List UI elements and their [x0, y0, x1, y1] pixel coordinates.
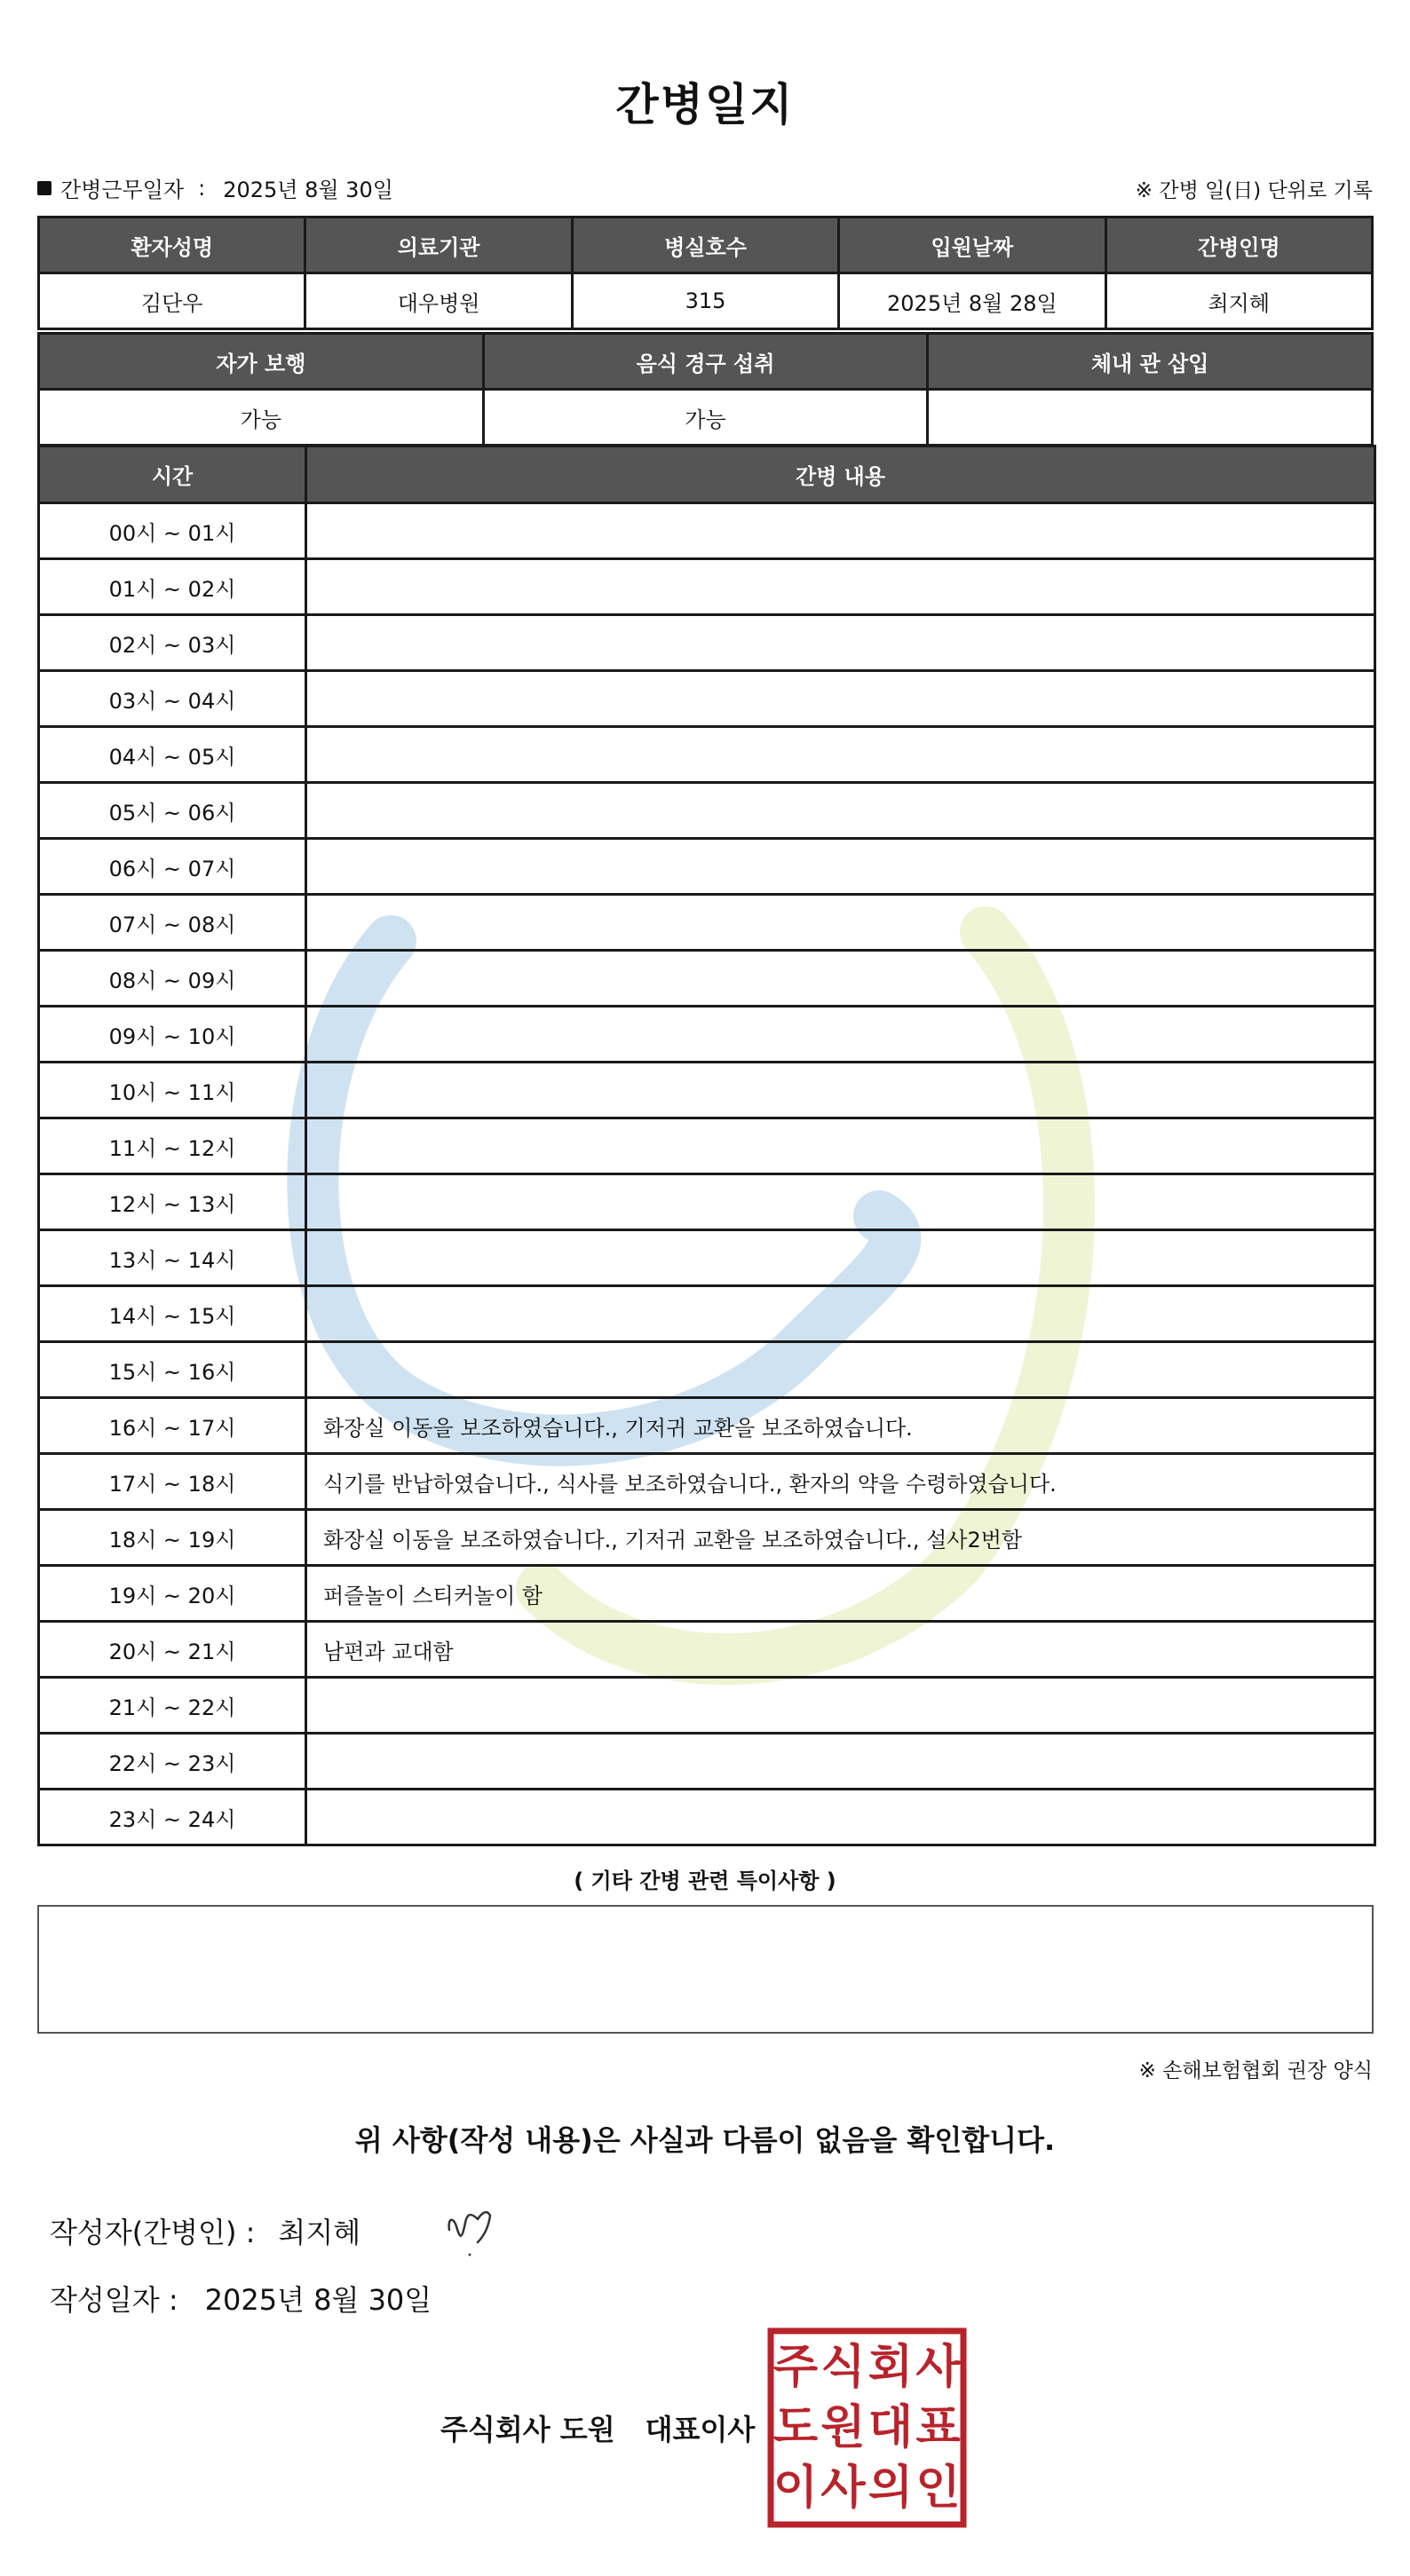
care-log-row — [39, 1398, 1375, 1454]
care-log-row — [39, 839, 1375, 895]
log-time-cell: 06시 ~ 07시 — [39, 839, 306, 895]
log-content-cell — [306, 671, 1375, 727]
company-seal — [767, 2327, 967, 2528]
care-log-row — [39, 1622, 1375, 1678]
log-time-cell: 14시 ~ 15시 — [39, 1286, 306, 1342]
handwritten-signature — [442, 2200, 499, 2260]
status-value-row — [39, 390, 1373, 446]
care-log-row — [39, 1174, 1375, 1230]
patient-info-header-row — [39, 217, 1373, 273]
care-log-row — [39, 1734, 1375, 1790]
confirm-statement: 위 사항(작성 내용)은 사실과 다름이 없음을 확인합니다. — [354, 2123, 1056, 2157]
log-content-cell — [306, 895, 1375, 951]
care-log-row — [39, 1342, 1375, 1398]
log-time-cell: 07시 ~ 08시 — [39, 895, 306, 951]
log-content-cell — [306, 839, 1375, 895]
log-content-cell: 식기를 반납하였습니다., 식사를 보조하였습니다., 환자의 약을 수령하였습니다. — [306, 1454, 1375, 1510]
log-content-cell — [306, 615, 1375, 671]
unit-note: ※ 간병 일(日) 단위로 기록 — [1135, 179, 1373, 202]
log-time-cell: 09시 ~ 10시 — [39, 1007, 306, 1063]
seal-character: 도 — [772, 2401, 819, 2454]
log-time-cell: 17시 ~ 18시 — [39, 1454, 306, 1510]
status-header-row — [39, 334, 1373, 390]
seal-character: 이 — [772, 2461, 819, 2515]
work-date-value: 2025년 8월 30일 — [223, 178, 393, 202]
log-time-cell: 08시 ~ 09시 — [39, 951, 306, 1007]
patient-info-value-row — [39, 273, 1373, 329]
log-time-cell: 22시 ~ 23시 — [39, 1734, 306, 1790]
seal-character: 사 — [820, 2461, 866, 2515]
log-content-cell — [306, 951, 1375, 1007]
log-time-cell: 03시 ~ 04시 — [39, 671, 306, 727]
log-time-cell: 02시 ~ 03시 — [39, 615, 306, 671]
recommend-note: ※ 손해보험협회 권장 양식 — [1138, 2059, 1373, 2082]
seal-character: 원 — [820, 2401, 866, 2454]
caregiver-name: 최지혜 — [1105, 273, 1372, 329]
care-log-row — [39, 1566, 1375, 1622]
care-log-row — [39, 895, 1375, 951]
log-content-cell: 퍼즐놀이 스티커놀이 함 — [306, 1566, 1375, 1622]
log-time-cell: 11시 ~ 12시 — [39, 1118, 306, 1174]
header-patient-name: 환자성명 — [39, 217, 305, 273]
care-log-body — [39, 503, 1375, 1845]
company-signature-line — [440, 2407, 755, 2448]
header-care-content: 간병 내용 — [306, 446, 1375, 503]
log-content-cell — [306, 1678, 1375, 1734]
written-date-line — [50, 2278, 432, 2319]
tube-insertion-value — [928, 390, 1373, 446]
care-log-row — [39, 1678, 1375, 1734]
header-tube-insertion: 체내 관 삽입 — [928, 334, 1373, 390]
log-time-cell: 13시 ~ 14시 — [39, 1230, 306, 1286]
log-content-cell: 화장실 이동을 보조하였습니다., 기저귀 교환을 보조하였습니다., 설사2번함 — [306, 1510, 1375, 1566]
header-time: 시간 — [39, 446, 306, 503]
log-content-cell: 남편과 교대함 — [306, 1622, 1375, 1678]
log-time-cell: 10시 ~ 11시 — [39, 1063, 306, 1118]
writer-name: 최지혜 — [278, 2216, 361, 2249]
header-admission-date: 입원날짜 — [839, 217, 1105, 273]
log-content-cell — [306, 1063, 1375, 1118]
log-time-cell: 05시 ~ 06시 — [39, 783, 306, 839]
writer-line — [50, 2210, 360, 2251]
care-log-row — [39, 783, 1375, 839]
patient-name: 김단우 — [39, 273, 305, 329]
oral-intake-value: 가능 — [483, 390, 928, 446]
seal-character: 주 — [772, 2341, 819, 2394]
seal-character: 사 — [915, 2341, 961, 2394]
log-content-cell — [306, 503, 1375, 559]
log-time-cell: 23시 ~ 24시 — [39, 1790, 306, 1845]
care-log-row — [39, 1007, 1375, 1063]
log-time-cell: 19시 ~ 20시 — [39, 1566, 306, 1622]
log-time-cell: 20시 ~ 21시 — [39, 1622, 306, 1678]
log-time-cell: 18시 ~ 19시 — [39, 1510, 306, 1566]
patient-info-table — [37, 216, 1374, 330]
log-content-cell — [306, 727, 1375, 783]
log-content-cell — [306, 1790, 1375, 1845]
care-log-header-row — [39, 446, 1375, 503]
company-name: 주식회사 도원 — [440, 2413, 615, 2446]
care-log-row — [39, 727, 1375, 783]
log-content-cell — [306, 783, 1375, 839]
header-oral-intake: 음식 경구 섭취 — [483, 334, 928, 390]
log-time-cell: 04시 ~ 05시 — [39, 727, 306, 783]
work-date — [37, 172, 393, 203]
header-caregiver-name: 간병인명 — [1105, 217, 1372, 273]
log-content-cell — [306, 559, 1375, 615]
special-notes-box — [37, 1905, 1374, 2034]
work-date-label: 간병근무일자 — [60, 178, 185, 202]
care-log-row — [39, 559, 1375, 615]
seal-character: 의 — [867, 2461, 914, 2515]
writer-label: 작성자(간병인) : — [50, 2216, 256, 2249]
log-content-cell — [306, 1174, 1375, 1230]
log-time-cell: 21시 ~ 22시 — [39, 1678, 306, 1734]
log-content-cell — [306, 1342, 1375, 1398]
care-log-row — [39, 1286, 1375, 1342]
log-time-cell: 16시 ~ 17시 — [39, 1398, 306, 1454]
room-number: 315 — [572, 273, 838, 329]
admission-date: 2025년 8월 28일 — [839, 273, 1105, 329]
seal-character: 식 — [820, 2341, 866, 2394]
representative-title: 대표이사 — [645, 2413, 756, 2446]
log-time-cell: 00시 ~ 01시 — [39, 503, 306, 559]
seal-character: 대 — [867, 2401, 914, 2454]
hospital-name: 대우병원 — [305, 273, 572, 329]
care-log-row — [39, 1454, 1375, 1510]
header-hospital: 의료기관 — [305, 217, 572, 273]
log-time-cell: 12시 ~ 13시 — [39, 1174, 306, 1230]
care-log-row — [39, 1510, 1375, 1566]
care-log-row — [39, 1118, 1375, 1174]
log-content-cell — [306, 1286, 1375, 1342]
bullet-square-icon — [37, 181, 51, 195]
header-walking: 자가 보행 — [39, 334, 484, 390]
log-time-cell: 15시 ~ 16시 — [39, 1342, 306, 1398]
page-title: 간병일지 — [615, 79, 795, 130]
care-log-row — [39, 951, 1375, 1007]
log-content-cell — [306, 1734, 1375, 1790]
care-log-row — [39, 615, 1375, 671]
patient-status-table — [37, 332, 1374, 446]
header-room: 병실호수 — [572, 217, 838, 273]
special-notes-label: ( 기타 간병 관련 특이사항 ) — [574, 1869, 836, 1893]
care-log-row — [39, 1230, 1375, 1286]
care-log-row — [39, 503, 1375, 559]
log-content-cell: 화장실 이동을 보조하였습니다., 기저귀 교환을 보조하였습니다. — [306, 1398, 1375, 1454]
care-log-row — [39, 1063, 1375, 1118]
seal-character: 인 — [915, 2461, 961, 2515]
seal-character: 표 — [915, 2401, 961, 2454]
log-content-cell — [306, 1118, 1375, 1174]
care-log-row — [39, 671, 1375, 727]
log-time-cell: 01시 ~ 02시 — [39, 559, 306, 615]
work-date-colon: : — [198, 175, 206, 201]
walking-value: 가능 — [39, 390, 484, 446]
written-date-value: 2025년 8월 30일 — [204, 2283, 432, 2317]
log-content-cell — [306, 1230, 1375, 1286]
care-log-row — [39, 1790, 1375, 1845]
care-log-table — [37, 445, 1376, 1846]
seal-character: 회 — [867, 2341, 914, 2394]
log-content-cell — [306, 1007, 1375, 1063]
written-date-label: 작성일자 : — [50, 2283, 178, 2317]
